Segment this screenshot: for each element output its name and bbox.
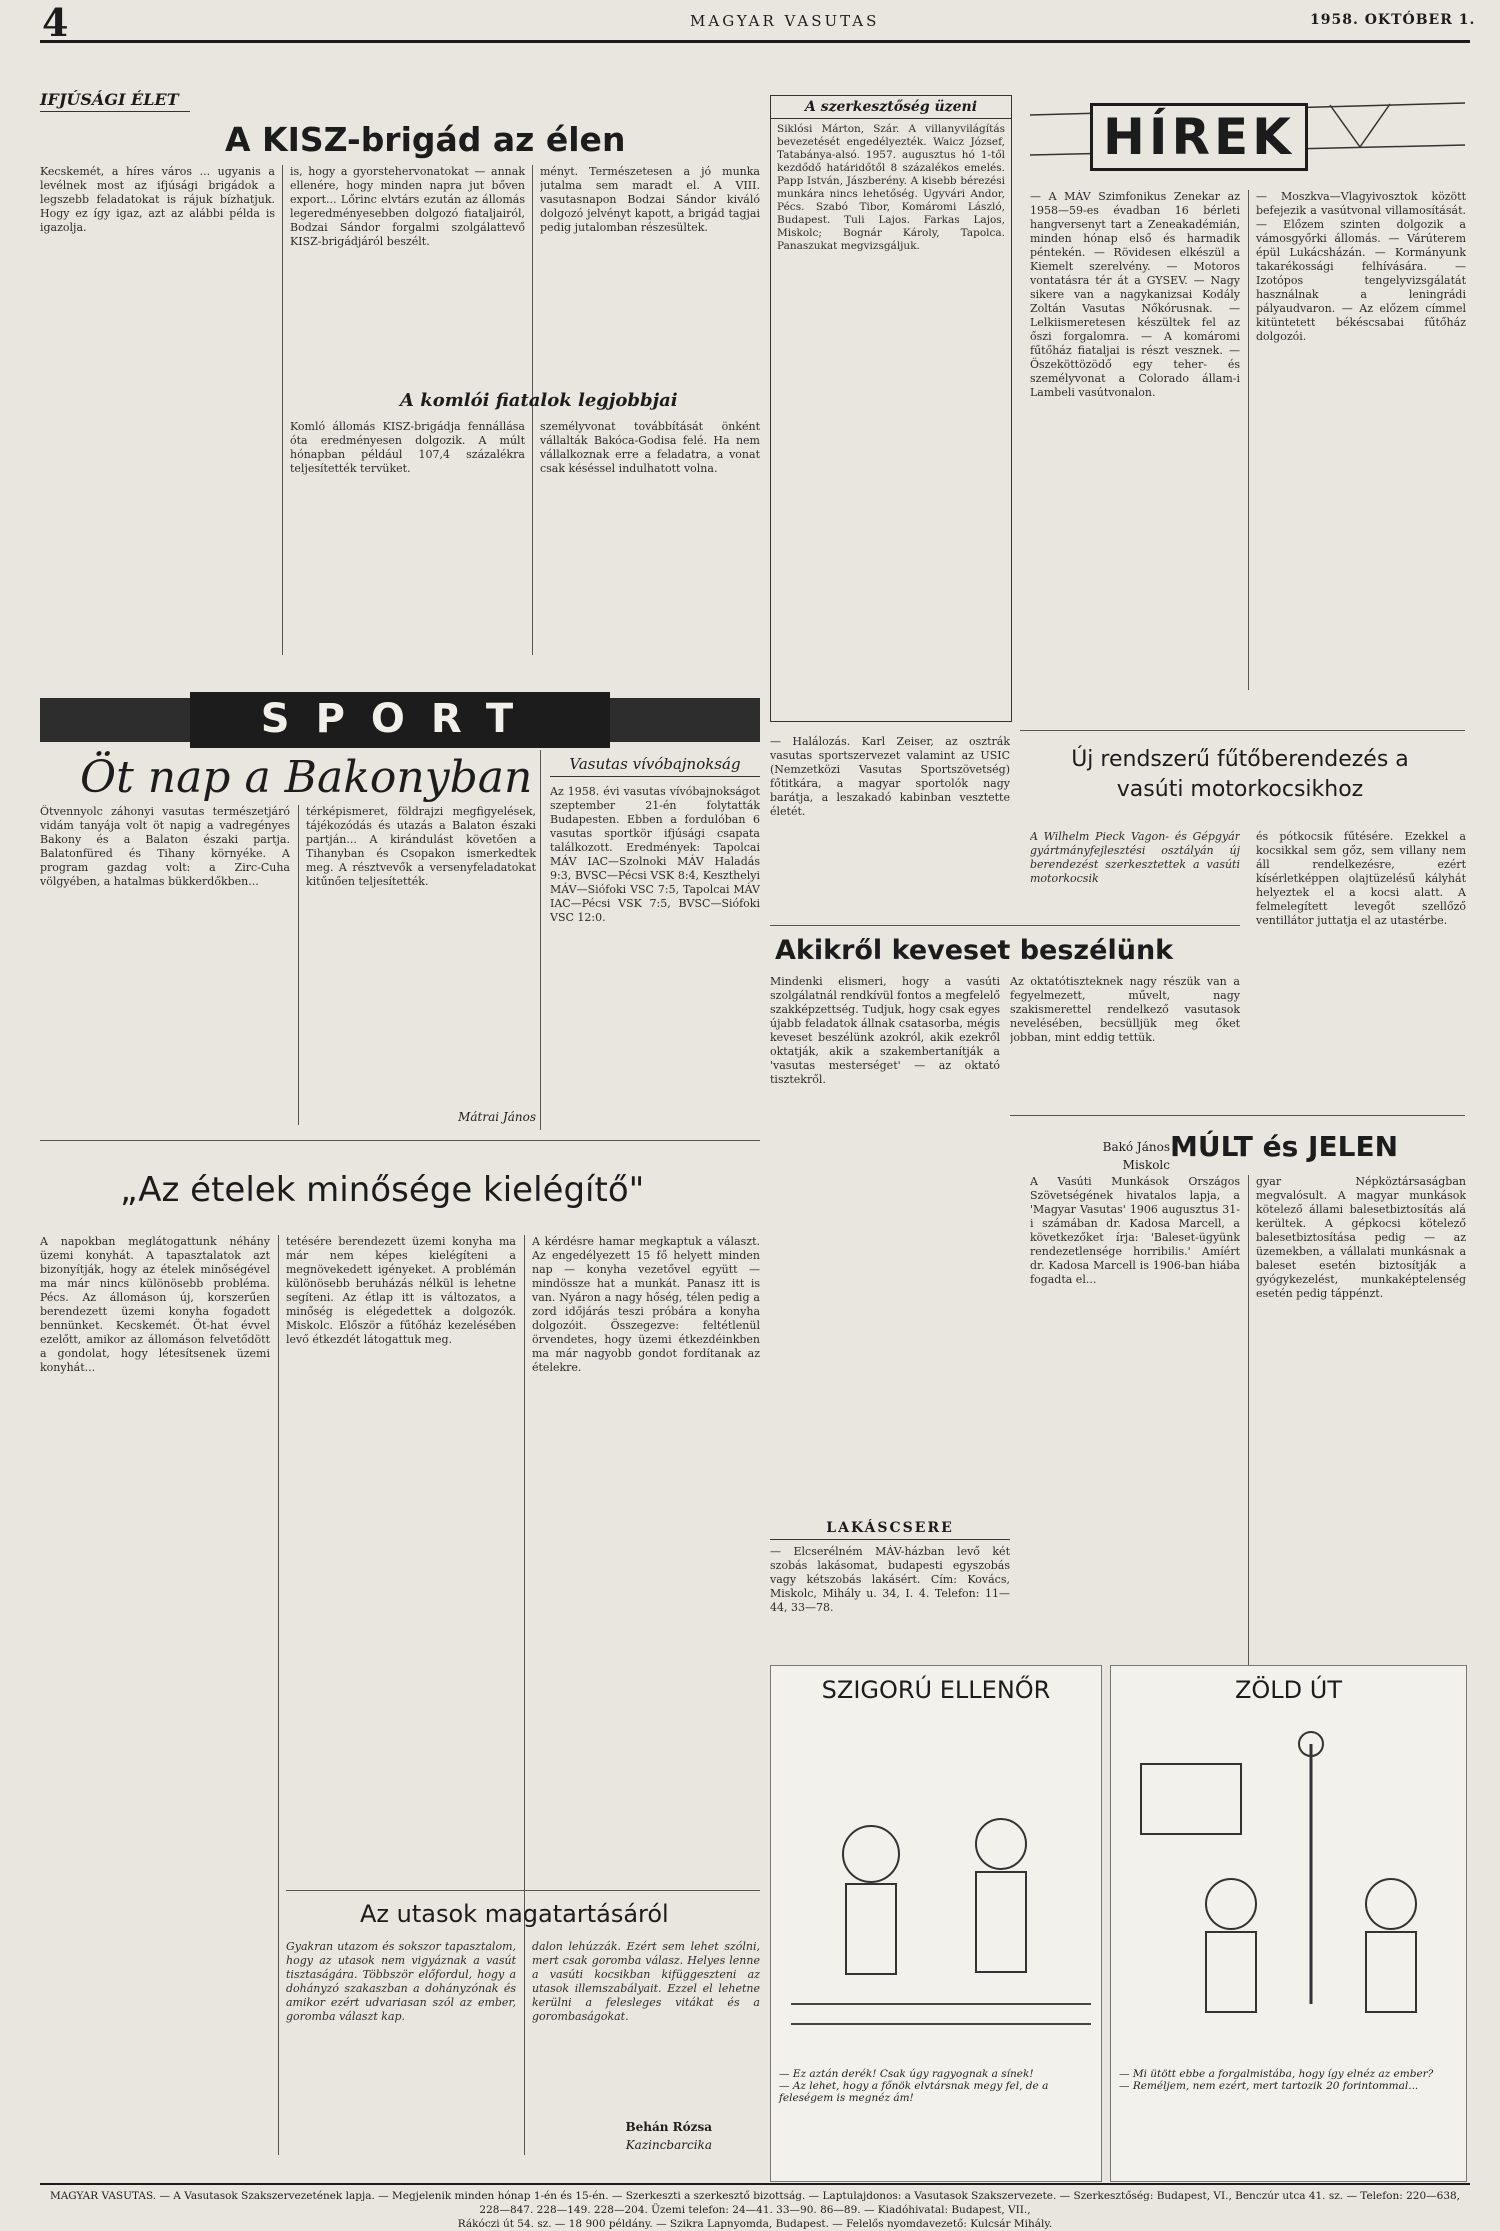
heating-col-1: A Wilhelm Pieck Vagon- és Gépgyár gyártmányfejlesztési osztályán új berendezést szerkesztettek a vasúti motorkocsik (1030, 830, 1240, 885)
accidents-signature-name: Bakó János (1102, 1140, 1170, 1154)
column-rule (298, 805, 299, 1125)
section-rule (1010, 1115, 1465, 1116)
accidents-signature-city: Miskolc (1122, 1158, 1170, 1172)
cartoon-green-light (1110, 1665, 1467, 2182)
imprint-line-1: MAGYAR VASUTAS. — A Vasutasok Szakszervezetének lapja. — Megjelenik minden hónap 1-én és 15-én. — Szerkeszti a szerkesztő bizottság. — Laptulajdonos: a Vasutasok Szakszervezete. — Szerkesztőség: Budapest, VI., Benczúr utca 41. sz. — Telefon: 220—638, 228—847. 228—149. 228—204. Üzemi telefon: 24—41. 33—90. 86—89. — Kiadóhivatal: Budapest, VII., (49, 2190, 1461, 2216)
section-label-youth: IFJÚSÁGI ÉLET (40, 90, 190, 112)
section-rule (770, 925, 1240, 926)
column-rule (1248, 190, 1249, 690)
masthead-rule (40, 40, 1470, 43)
cartoon-left-drawing (771, 1704, 1101, 2064)
youth-col-2: is, hogy a gyorstehervonatokat — annak ellenére, hogy minden napra jut bőven export... Lőrinc elvtárs ezután az állomás legeredményesebben dolgozó fiataljairól, Bodzai Sándor forgalmi szolgálattevő KISZ-brigádjáról beszélt. (290, 165, 525, 248)
section-rule (1020, 730, 1465, 731)
editor-title: A szerkesztőség üzeni (771, 96, 1011, 119)
cartoon-right-caption: — Mi ütött ebbe a forgalmistába, hogy így elnéz az ember? — Reméljem, nem ezért, mert tartozik 20 forintommal... (1119, 2068, 1434, 2092)
section-rule (286, 1890, 760, 1891)
food-col-2: tetésére berendezett üzemi konyha ma már nem képes kielégíteni a megnövekedett igényeket. A problémán különösebb beruházás nélkül is lehetne segíteni. Az étlap itt is változatos, a minőség is elégedettek a dolgozók. Miskolc. Először a fűtőház kezelésében levő étkezdét látogattuk meg. (286, 1235, 516, 1346)
youth-sub-col-1: Komló állomás KISZ-brigádja fennállása óta eredményesen dolgozik. A múlt hónapban például 107,4 százalékra teljesítették tervüket. (290, 420, 525, 475)
editor-text: Siklósi Márton, Szár. A villanyvilágítás bevezetését engedélyezték. Waicz József, Tatabánya-alsó. 1957. augusztus hó 1-től kezdődő határidőtől 8 százalékos emelés. Papp István, Jászberény. A kisebb bérezési munkára nincs lehetőség. Ugyvári Andor, Pécs. Szabó Tibor, Komáromi László, Budapest. Tuli Lajos. Farkas Lajos, Miskolc; Bognár Károly, Tapolca. Panaszukat megvizsgáljuk. (777, 123, 1005, 252)
cartoon-right-drawing (1111, 1704, 1466, 2064)
column-rule (524, 1235, 525, 2155)
manners-col-1: Gyakran utazom és sokszor tapasztalom, hogy az utasok nem vigyáznak a vasút tisztaságára. Többször előfordul, hogy a dohányzó szakaszban a dohányzónak és amikor ezért udvariasan szól az ember, goromba választ kap. (286, 1940, 516, 2023)
imprint-line-2: Rákóczi út 54. sz. — 18 900 példány. — Szikra Lapnyomda, Budapest. — Felelős nyomdavezető: Kulcsár Mihály. (457, 2218, 1053, 2230)
column-rule (540, 750, 541, 1130)
youth-sub-col-2: személyvonat továbbítását önként vállalták Bakóca-Godisa felé. Ha nem vállalkoznak erre a feladatra, a vonat csak késéssel indulhatott volna. (540, 420, 760, 475)
youth-col-1: Kecskemét, a híres város ... ugyanis a levélnek most az ifjúsági brigádok a legszebb feladatokat is rájuk bízhatjuk. Hogy ez így igaz, azt az alábbi példa is igazolja. (40, 165, 275, 234)
food-headline: „Az ételek minősége kielégítő" (120, 1170, 645, 1210)
issue-date: 1958. OKTÓBER 1. (1310, 12, 1476, 28)
editor-box (770, 95, 1012, 722)
manners-signature-city: Kazincbarcika (625, 2138, 712, 2152)
obituary-text: — Halálozás. Karl Zeiser, az osztrák vasutas sportszervezet valamint az USIC (Nemzetközi Vasutas Sportszövetség) főtitkára, a magyar sportolók nagy barátja, a leszakadó kabinban vesztette életét. (770, 735, 1010, 818)
news-banner (1030, 95, 1465, 175)
manners-signature-name: Behán Rózsa (625, 2120, 712, 2134)
cartoon-left-title: SZIGORÚ ELLENŐR (821, 1676, 1051, 1704)
exchange-title: LAKÁSCSERE (770, 1520, 1010, 1540)
cartoon-left-caption: — Ez aztán derék! Csak úgy ragyognak a sínek! — Az lehet, hogy a főnök elvtársnak megy fel, de a feleségem is megnéz ám! (779, 2068, 1049, 2104)
youth-col-3: ményt. Természetesen a jó munka jutalma sem maradt el. A VIII. vasutasnapon Bodzai Sándor kiváló dolgozó jelvényt kapott, a brigád tagjai pedig jutalomban részesültek. (540, 165, 760, 234)
sport-banner (40, 690, 760, 750)
news-col-1: — A MÁV Szimfonikus Zenekar az 1958—59-es évadban 16 bérleti hangversenyt tart a Zeneakadémián, minden hónap első és harmadik péntekén. — Rövidesen elkészül a Kiemelt szerelvény. — Motoros vontatásra tér át a GYSEV. — Nagy sikere van a nagykanizsai Kodály Zoltán Vasutas Nőkórusnak. — Lelkiismeretesen készültek fel az őszi forgalomra. — A komáromi fűtőház fiataljai is részt vesznek. — Öszeköttözödő egy teher- és személyvonat a Colorado állam-i Lambeli vasútvonalon. (1030, 190, 1240, 399)
accidents-col-2: Az oktatótiszteknek nagy részük van a fegyelmezett, művelt, nagy szakismerettel rendelkező vasutasok nevelésében, becsülljük meg őket jobban, mint eddig tettük. (1010, 975, 1240, 1044)
manners-col-2: dalon lehúzzák. Ezért sem lehet szólni, mert csak goromba válasz. Helyes lenne a vasúti kocsikban kifüggeszteni az utasok illemszabályait. Ezzel el lehetne kerülni a felesleges vitákat és a gorombaságokat. (532, 1940, 760, 2023)
paper-name: MAGYAR VASUTAS (690, 12, 880, 30)
page-number: 4 (42, 0, 69, 45)
fencing-text: Az 1958. évi vasutas vívóbajnokságot szeptember 21-én folytatták Budapesten. Ebben a fordulóban 6 vasutas sportkör ifjúsági csapata találkozott. Eredmények: Tapolcai MÁV IAC—Szolnoki MÁV Haladás 9:3, BVSC—Pécsi VSK 8:4, Keszthelyi MÁV—Siófoki VSC 7:5, Tapolcai MÁV IAC—Pécsi VSK 7:5, BVSC—Siófoki VSC 12:0. (550, 785, 760, 924)
past-present-col-1: A Vasúti Munkások Országos Szövetségének hivatalos lapja, a 'Magyar Vasutas' 1906 augusztus 31-i számában dr. Kadosa Marcell, a következőket írja: 'Baleset-ügyünk rendezetlensége horribilis.' Amíért dr. Kadosa Marcell is 1906-ban hiába fogadta el... (1030, 1175, 1240, 1286)
food-col-1: A napokban meglátogattunk néhány üzemi konyhát. A tapasztalatok azt bizonyítják, hogy az ételek minőségével ma már nincs különösebb probléma. Pécs. Az állomáson új, korszerűen berendezett üzemi konyha fogadott bennünket. Kecskemét. Öt-hat évvel ezelőtt, amikor az állomáson felvetődött a gondolat, hogy létesítsenek üzemi konyhát... (40, 1235, 270, 1374)
manners-headline: Az utasok magatartásáról (360, 1900, 669, 1928)
past-present-col-2: gyar Népköztársaságban megvalósult. A magyar munkások kötelező állami balesetbiztosítás alá kerültek. A gépkocsi kötelező balesetbiztosítása pedig — az üzemekben, a vállalati munkásnak a baleset esetén biztosítják a gyógykezelést, munkaképtelenség esetén pedig táppénzt. (1256, 1175, 1466, 1300)
heating-col-2: és pótkocsik fűtésére. Ezekkel a kocsikkal sem gőz, sem villany nem áll rendelkezésre, ezért kísérletképpen olajtüzelésű kályhát helyeztek el a kocsi alatt. A felmelegített levegőt szellőző ventillátor juttatja el az utastérbe. (1256, 830, 1466, 927)
sport-title: SPORT (260, 696, 540, 742)
food-col-3: A kérdésre hamar megkaptuk a választ. Az engedélyezett 15 fő helyett minden nap — konyha vezetővel együtt — mindössze hat a munkát. Panasz itt is van. Nyáron a nagy hőség, télen pedig a zord időjárás teszi próbára a konyha dolgozóit. Összegezve: feltétlenül örvendetes, hogy üzemi étkezdéinkben ma már nagyobb gondot fordítanak az ételekre. (532, 1235, 760, 1374)
imprint (40, 2183, 1470, 2231)
sport-signature: Mátrai János (458, 1110, 536, 1124)
sport-headline: Öt nap a Bakonyban (80, 752, 533, 803)
accidents-headline: Akikről keveset beszélünk (775, 935, 1174, 966)
cartoon-strict-inspector (770, 1665, 1102, 2182)
section-rule (40, 1140, 760, 1141)
past-present-headline: MÚLT és JELEN (1170, 1130, 1399, 1163)
fencing-title: Vasutas vívóbajnokság (550, 755, 760, 777)
accidents-col-1: Mindenki elismeri, hogy a vasúti szolgálatnál rendkívül fontos a megfelelő szakképzettség. Tudjuk, hogy csak egyes újabb feladatok állnak csatasorba, mégis keveset beszélünk azokról, akik ezekről oktatják, akik a szakembertanítják a 'vasutas mesterséget' — az oktató tisztekről. (770, 975, 1000, 1086)
sport-col-2: térképismeret, földrajzi megfigyelések, tájékozódás és utazás a Balaton északi partján... A kirándulást követően a Tihanyban és Csopakon ismerkedtek meg. A résztvevők a versenyfeladatokat kitűnően teljesítették. (306, 805, 536, 888)
exchange-text: — Elcserélném MÁV-házban levő két szobás lakásomat, budapesti egyszobás vagy kétszobás lakásért. Cím: Kovács, Miskolc, Mihály u. 34, I. 4. Telefon: 11—44, 33—78. (770, 1545, 1010, 1614)
news-col-2: — Moszkva—Vlagyivosztok között befejezik a vasútvonal villamosítását. — Előzem szinten dolgozik a vámosgyőrki állomás. — Várúterem épül Lukácsházán. — Kormányunk takarékossági felhívására. — Izotópos tengelyvizsgálatát használnak a leningrádi pályaudvaron. — Az előzem címmel kitüntetett békéscsabai fűtőház dolgozói. (1256, 190, 1466, 343)
youth-headline: A KISZ-brigád az élen (225, 120, 626, 159)
column-rule (278, 1235, 279, 2155)
news-title: HÍREK (1090, 103, 1308, 171)
column-rule (282, 165, 283, 655)
cartoon-right-title: ZÖLD ÚT (1234, 1676, 1343, 1704)
heating-headline: Új rendszerű fűtőberendezés a vasúti motorkocsikhoz (1071, 747, 1409, 802)
youth-subheadline: A komlói fiatalok legjobbjai (400, 390, 678, 411)
sport-col-1: Ötvennyolc záhonyi vasutas természetjáró vidám tanyája volt öt napig a vadregényes Bakony és a Balaton északi partja. Balatonfüred és Tihany környéke. A program gazdag volt: a Zirc-Cuha völgyében, a hatalmas bükkerdőkben... (40, 805, 290, 888)
